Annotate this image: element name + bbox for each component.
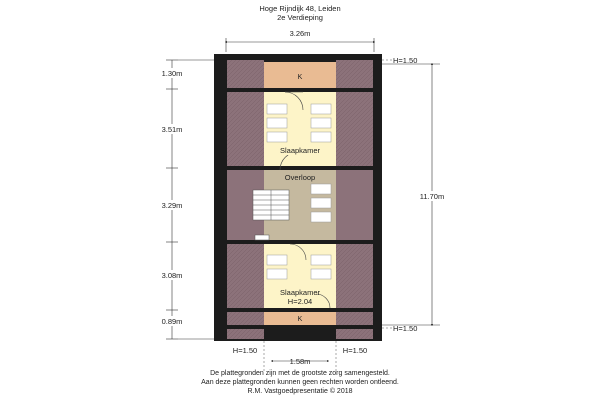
- dim-overloop-label: 3.29m: [161, 201, 183, 210]
- label-k-top: K: [297, 74, 303, 81]
- dim-top-width: [226, 38, 374, 52]
- label-slaapkamer-2-height: H=2.04: [287, 297, 313, 306]
- label-slaapkamer-2: Slaapkamer: [279, 288, 321, 297]
- dim-top-width-label: 3.26m: [289, 29, 311, 38]
- h-bottom-left-label: H=1.50: [232, 346, 258, 355]
- h-right-top-label: H=1.50: [393, 56, 418, 65]
- label-k-bottom: K: [297, 316, 303, 323]
- footer-line-3: R.M. Vastgoedpresentatie © 2018: [247, 388, 353, 395]
- dim-k-bottom-label: 0.89m: [161, 317, 183, 326]
- radiator: [255, 235, 269, 240]
- dim-bottom-width-label: 1.58m: [289, 357, 311, 366]
- floor-title: 2e Verdieping: [277, 13, 323, 22]
- h-bottom-right-label: H=1.50: [342, 346, 368, 355]
- address-title: Hoge Rijndijk 48, Leiden: [259, 4, 341, 13]
- footer-line-1: De plattegronden zijn met de grootste zorg samengesteld.: [210, 370, 390, 377]
- label-overloop: Overloop: [284, 173, 316, 182]
- dim-total-height-label: 11.70m: [419, 192, 445, 201]
- footer-line-2: Aan deze plattegronden kunnen geen rechten worden ontleend.: [201, 379, 399, 386]
- dim-slaapkamer-1-label: 3.51m: [161, 125, 183, 134]
- h-right-bottom-label: H=1.50: [393, 324, 418, 333]
- dim-k-top-label: 1.30m: [161, 69, 183, 78]
- dim-left-chain: [166, 60, 214, 339]
- label-slaapkamer-1: Slaapkamer: [279, 146, 321, 155]
- staircase: [253, 190, 289, 220]
- bedroom-1: [264, 92, 336, 167]
- h-markers-right: [382, 60, 392, 328]
- dim-slaapkamer-2-label: 3.08m: [161, 271, 183, 280]
